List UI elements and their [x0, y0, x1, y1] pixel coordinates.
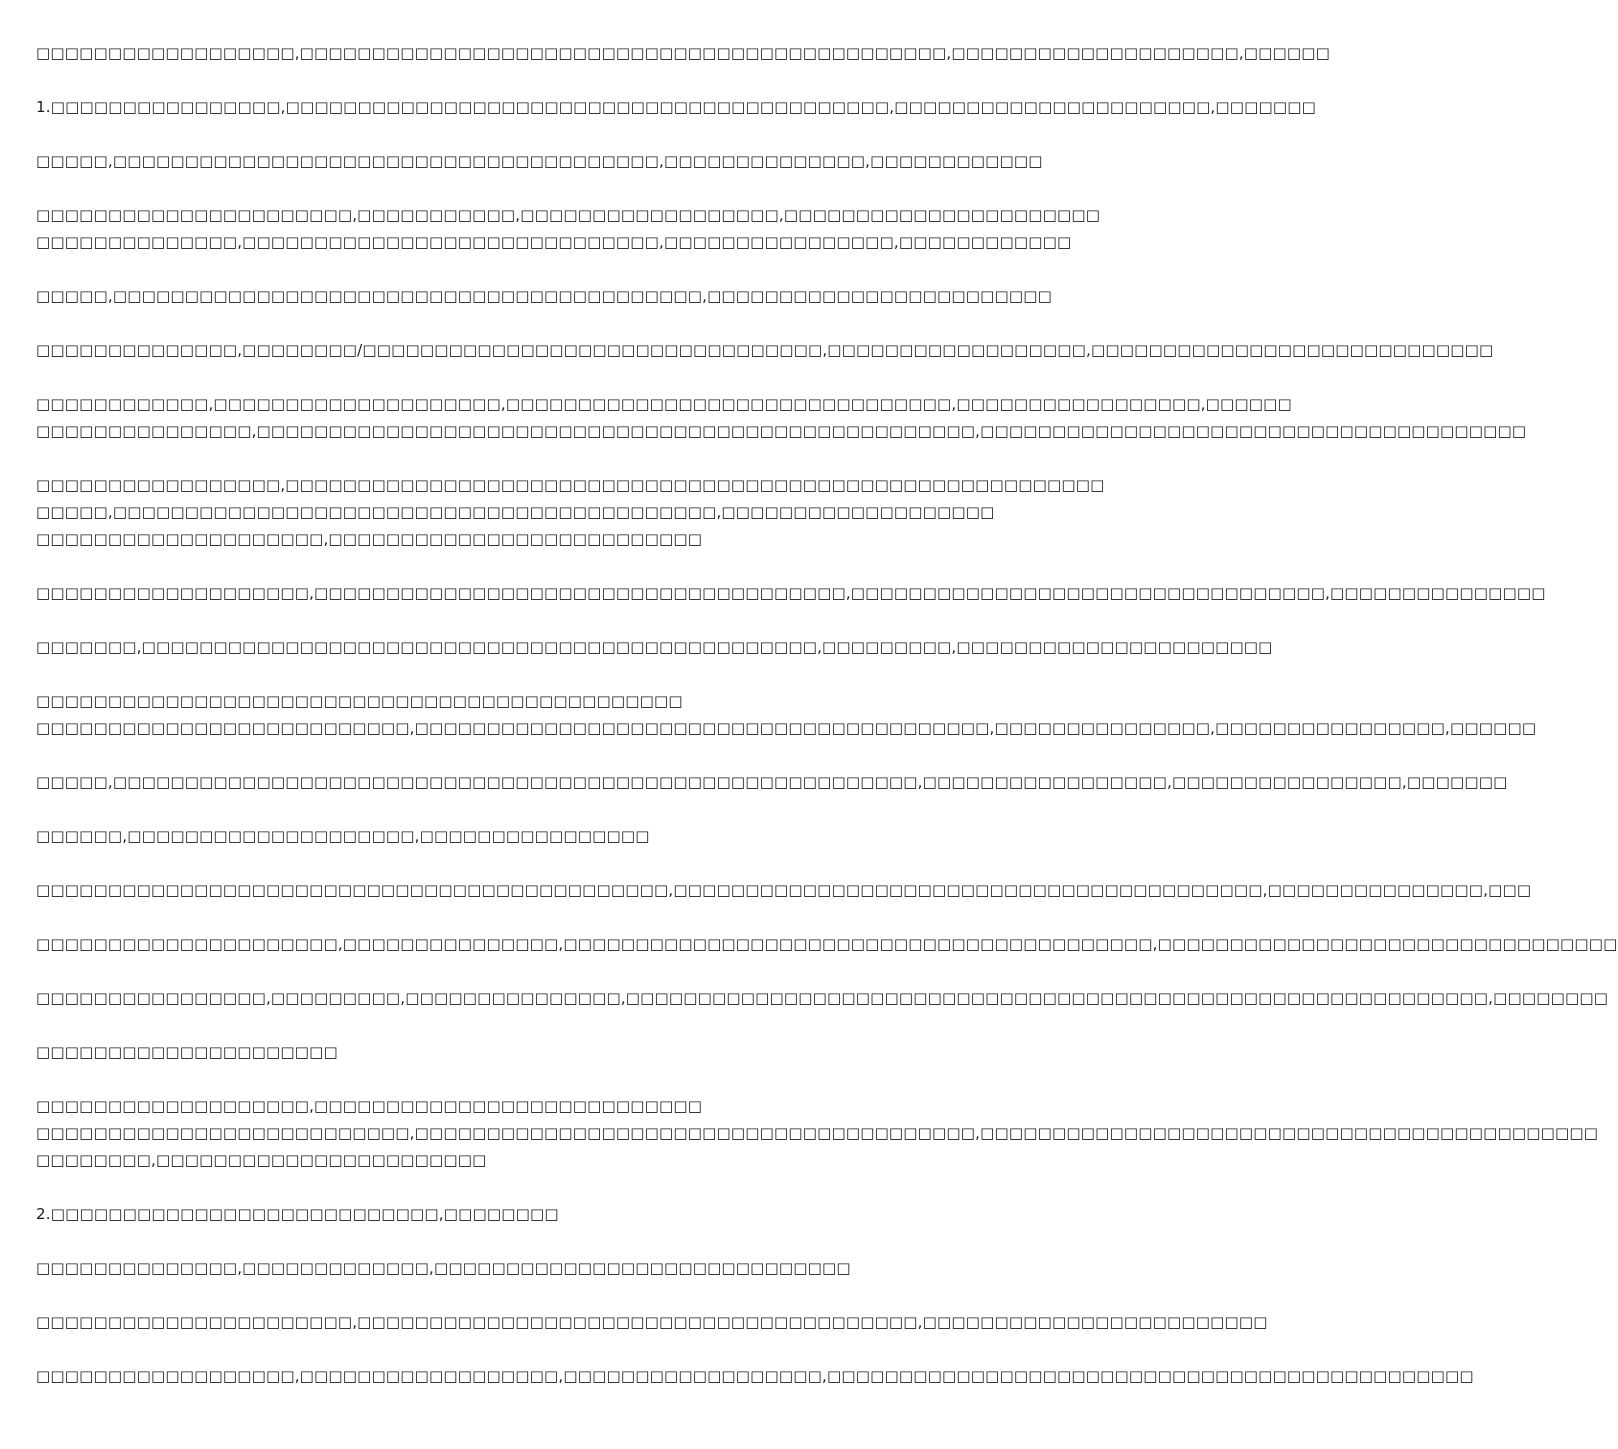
paragraph: [36, 1039, 990, 1066]
paragraph: [36, 1363, 1474, 1390]
text-line: □□□□□□□□□□□□□□□,□□□□□□□□□□□□□□□□□□□□□□□□□□□□□□□□□□□□□□□□□□□□□□□□□□,□□□□□□□□□□□□□□□□□□□□□□□□□□□□□□□□□□□□□□: [36, 422, 1527, 440]
paragraph: [36, 472, 1105, 553]
text-line: □□□□□□□□□□□□□□□□□□□□□□□□□□□□□□□□□□□□□□□□□□□□□: [36, 692, 683, 710]
paragraph: [36, 202, 1101, 256]
document-body: [36, 40, 1618, 1417]
text-line: □□□□□□□□□□□□□□,□□□□□□□□□□□□□□□□□□□□□□□□□□□□□,□□□□□□□□□□□□□□□□,□□□□□□□□□□□□: [36, 233, 1072, 251]
text-line: □□□□□□□□□□□□□□□□,□□□□□□□□□,□□□□□□□□□□□□□□□,□□□□□□□□□□□□□□□□□□□□□□□□□□□□□□□□□□□□□□□□□□□□□□□□□□□□□□□□□□□□,□□□□□□□□: [36, 989, 1609, 1007]
paragraph: [36, 1309, 1268, 1336]
text-line: □□□□□□□□□□□□□□□□□□□,□□□□□□□□□□□□□□□□□□□□□□□□□□□: [36, 1097, 703, 1115]
text-line: □□□□□□□□□□□□□□□□□□□,□□□□□□□□□□□□□□□□□□□□□□□□□□□□□□□□□□□□□,□□□□□□□□□□□□□□□□□□□□□□□□□□□□□□□□□,□□□□□□□□□□□□□□□: [36, 584, 1546, 602]
paragraph: [36, 391, 1527, 445]
paragraph: [36, 40, 1331, 67]
text-line: □□□□□,□□□□□□□□□□□□□□□□□□□□□□□□□□□□□□□□□□□□□□□□□□,□□□□□□□□□□□□□□□□□□□: [36, 503, 995, 521]
paragraph: [36, 337, 1494, 364]
paragraph: [36, 931, 1618, 958]
text-line: □□□□□□□□□□□□□□□□□,□□□□□□□□□□□□□□□□□□□□□□□□□□□□□□□□□□□□□□□□□□□□□□□□□□□□□□□□□: [36, 476, 1105, 494]
paragraph: [36, 580, 1546, 607]
text-line: □□□□□□□□□□□□□□□□□□,□□□□□□□□□□□□□□□□□□□□□□□□□□□□□□□□□□□□□□□□□□□□□,□□□□□□□□□□□□□□□□□□□□,□□□□□□: [36, 44, 1331, 62]
paragraph: [36, 148, 1043, 175]
paragraph: [36, 1255, 990, 1282]
paragraph: [36, 985, 1609, 1012]
text-line: □□□□□□□□□□□□□□□□□□□□□□,□□□□□□□□□□□,□□□□□□□□□□□□□□□□□□,□□□□□□□□□□□□□□□□□□□□□□: [36, 206, 1101, 224]
text-line: □□□□□□□□,□□□□□□□□□□□□□□□□□□□□□□□: [36, 1151, 487, 1169]
text-line: □□□□□□□□□□□□□□□□□□□□□□□□□□,□□□□□□□□□□□□□□□□□□□□□□□□□□□□□□□□□□□□□□□,□□□□□□□□□□□□□□□□□□□□□□□□□□□□□□□□□□□□□□□□□□□: [36, 1124, 1599, 1142]
text-line: □□□□□□□□□□□□□□□□□□□□□□□□□□,□□□□□□□□□□□□□□□□□□□□□□□□□□□□□□□□□□□□□□□□,□□□□□□□□□□□□□□□,□□□□□□□□□□□□□□□□,□□□□□□: [36, 719, 1537, 737]
text-line: □□□□□□□□□□□□□□□□□□□□□,□□□□□□□□□□□□□□□,□□□□□□□□□□□□□□□□□□□□□□□□□□□□□□□□□□□□□□□□□,□□□□□□□□□□□□□□□□□□□□□□□□□□□□□□□□: [36, 935, 1618, 953]
paragraph: [36, 634, 1273, 661]
text-line: □□□□□□□□□□□□□□,□□□□□□□□□□□□□,□□□□□□□□□□□□□□□□□□□□□□□□□□□□□: [36, 1259, 851, 1277]
text-line: 2.□□□□□□□□□□□□□□□□□□□□□□□□□□□,□□□□□□□□: [36, 1205, 559, 1223]
text-line: □□□□□□□,□□□□□□□□□□□□□□□□□□□□□□□□□□□□□□□□□□□□□□□□□□□□□□□,□□□□□□□□□,□□□□□□□□□□□□□□□□□□□□□□: [36, 638, 1273, 656]
paragraph: [36, 1093, 1599, 1174]
paragraph: [36, 94, 1317, 121]
paragraph: [36, 688, 1537, 742]
text-line: □□□□□□□□□□□□□□□□□□□□□: [36, 1043, 338, 1061]
text-line: □□□□□□□□□□□□,□□□□□□□□□□□□□□□□□□□□,□□□□□□□□□□□□□□□□□□□□□□□□□□□□□□□,□□□□□□□□□□□□□□□□□,□□□□□□: [36, 395, 1292, 413]
text-line: □□□□□□□□□□□□□□□□□□,□□□□□□□□□□□□□□□□□□,□□□□□□□□□□□□□□□□□□,□□□□□□□□□□□□□□□□□□□□□□□□□□□□□□□□□□□□□□□□□□□□□: [36, 1367, 1474, 1385]
paragraph: [36, 823, 990, 850]
paragraph: [36, 769, 1508, 796]
paragraph: [36, 1201, 990, 1228]
text-line: □□□□□□□□□□□□□□□□□□□□□□□□□□□□□□□□□□□□□□□□□□□□,□□□□□□□□□□□□□□□□□□□□□□□□□□□□□□□□□□□□□□□□□,□□□□□□□□□□□□□□□,□□□: [36, 881, 1532, 899]
text-line: □□□□□,□□□□□□□□□□□□□□□□□□□□□□□□□□□□□□□□□□□□□□□□□,□□□□□□□□□□□□□□□□□□□□□□□□: [36, 287, 1053, 305]
text-line: 1.□□□□□□□□□□□□□□□□,□□□□□□□□□□□□□□□□□□□□□□□□□□□□□□□□□□□□□□□□□□,□□□□□□□□□□□□□□□□□□□□□□,□□□□□□□: [36, 98, 1317, 116]
text-line: □□□□□□□□□□□□□□□□□□□□,□□□□□□□□□□□□□□□□□□□□□□□□□□: [36, 530, 703, 548]
paragraph: [36, 877, 1532, 904]
paragraph: [36, 283, 1053, 310]
text-line: □□□□□□□□□□□□□□□□□□□□□□,□□□□□□□□□□□□□□□□□□□□□□□□□□□□□□□□□□□□□□□,□□□□□□□□□□□□□□□□□□□□□□□□: [36, 1313, 1268, 1331]
text-line: □□□□□,□□□□□□□□□□□□□□□□□□□□□□□□□□□□□□□□□□□□□□,□□□□□□□□□□□□□□,□□□□□□□□□□□□: [36, 152, 1043, 170]
text-line: □□□□□□□□□□□□□□,□□□□□□□□/□□□□□□□□□□□□□□□□□□□□□□□□□□□□□□□□,□□□□□□□□□□□□□□□□□□,□□□□□□□□□□□□□□□□□□□□□□□□□□□□: [36, 341, 1494, 359]
text-line: □□□□□,□□□□□□□□□□□□□□□□□□□□□□□□□□□□□□□□□□□□□□□□□□□□□□□□□□□□□□□□,□□□□□□□□□□□□□□□□□,□□□□□□□□□□□□□□□□,□□□□□□□: [36, 773, 1508, 791]
text-line: □□□□□□,□□□□□□□□□□□□□□□□□□□□,□□□□□□□□□□□□□□□□: [36, 827, 650, 845]
